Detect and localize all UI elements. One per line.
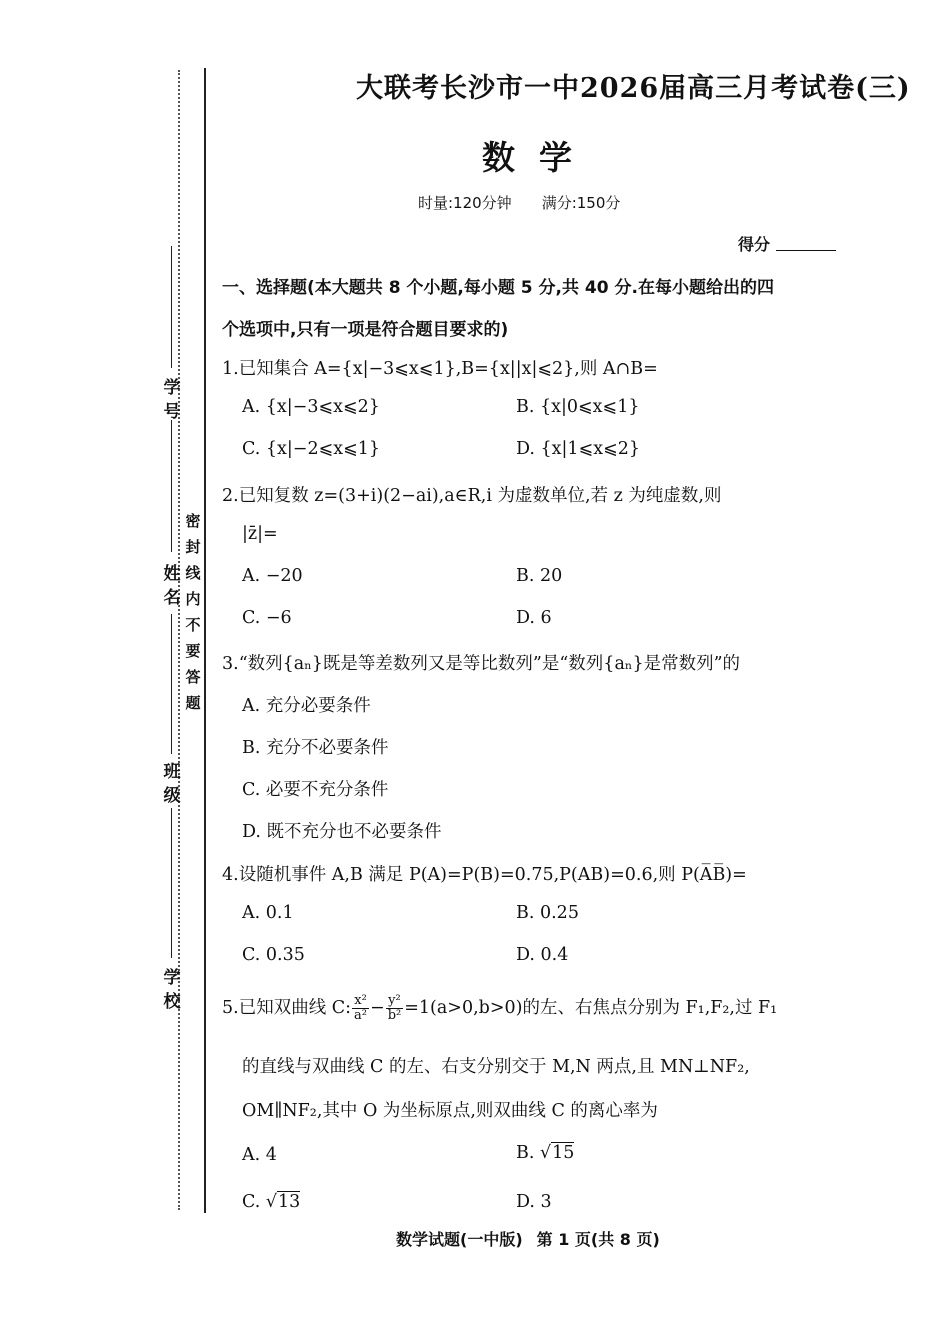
q1-option-b: B. {x|0⩽x⩽1}: [516, 397, 640, 417]
student-id-label: 学 号: [163, 378, 181, 422]
q4-option-a: A. 0.1: [242, 903, 294, 923]
q3-option-b: B. 充分不必要条件: [242, 738, 389, 758]
name-fill-line: [171, 420, 172, 552]
fraction-x2-a2: $\frac{\text{x²}}{\text{a²}}$: [354, 993, 368, 1023]
class-label: 班 级: [163, 762, 181, 806]
full-score: 满分:150分: [541, 194, 621, 212]
q2-option-d: D. 6: [516, 608, 552, 628]
q2-option-b: B. 20: [516, 566, 563, 586]
class-fill-line: [171, 614, 172, 754]
name-label: 姓 名: [163, 564, 181, 608]
question-3-stem: 3.“数列{aₙ}既是等差数列又是等比数列”是“数列{aₙ}是常数列”的: [222, 654, 741, 674]
score-fill-line: [776, 250, 836, 251]
student-id-fill-line: [171, 246, 172, 368]
binding-solid-line: [204, 68, 206, 1213]
section-heading-line1: 一、选择题(本大题共 8 个小题,每小题 5 分,共 40 分.在每小题给出的四: [222, 278, 774, 298]
section-heading-line2: 个选项中,只有一项是符合题目要求的): [222, 320, 509, 340]
q5-option-d: D. 3: [516, 1192, 552, 1212]
paper-name: 数学试题(一中版): [396, 1230, 523, 1249]
time-limit: 时量:120分钟: [418, 194, 512, 212]
q1-option-d: D. {x|1⩽x⩽2}: [516, 439, 641, 459]
q4-option-d: D. 0.4: [516, 945, 569, 965]
fraction-y2-b2: $\frac{\text{y²}}{\text{b²}}$: [387, 993, 402, 1023]
exam-info: [418, 192, 620, 213]
exam-title: 大联考长沙市一中2026届高三月考试卷(三): [356, 73, 911, 104]
q5-option-b: B. √15: [516, 1143, 575, 1163]
q4-option-b: B. 0.25: [516, 903, 579, 923]
q2-option-a: A. −20: [242, 566, 303, 586]
subject-title: 数学: [482, 138, 596, 177]
q3-option-c: C. 必要不充分条件: [242, 780, 389, 800]
q3-option-d: D. 既不充分也不必要条件: [242, 822, 442, 842]
q1-option-a: A. {x|−3⩽x⩽2}: [242, 397, 380, 417]
page-footer: [396, 1227, 660, 1250]
question-5-stem-cont1: 的直线与双曲线 C 的左、右支分别交于 M,N 两点,且 MN⊥NF₂,: [242, 1057, 750, 1077]
question-5-stem-cont2: OM∥NF₂,其中 O 为坐标原点,则双曲线 C 的离心率为: [242, 1101, 658, 1121]
question-1-stem: 1.已知集合 A={x|−3⩽x⩽1},B={x||x|⩽2},则 A∩B=: [222, 359, 658, 379]
q2-option-c: C. −6: [242, 608, 292, 628]
q3-option-a: A. 充分必要条件: [242, 696, 371, 716]
score-label: 得分: [738, 235, 771, 254]
seal-notice: 密封线内不要答题: [185, 512, 201, 712]
q5-option-c: C. √13: [242, 1192, 301, 1212]
question-4-stem: 4.设随机事件 A,B 满足 P(A)=P(B)=0.75,P(AB)=0.6,则 P(A̅B̅)=: [222, 865, 747, 885]
q4-option-c: C. 0.35: [242, 945, 305, 965]
sqrt-radicand-15: 15: [552, 1143, 575, 1163]
school-fill-line: [171, 808, 172, 958]
school-label: 学 校: [163, 968, 181, 1012]
q5-option-a: A. 4: [242, 1145, 277, 1165]
q1-option-c: C. {x|−2⩽x⩽1}: [242, 439, 381, 459]
question-2-stem: 2.已知复数 z=(3+i)(2−ai),a∈R,i 为虚数单位,若 z 为纯虚数,则: [222, 486, 722, 506]
question-5-stem: 5.已知双曲线 C: $\frac{\text{x²}}{\text{a²}}$ − $\frac{\text{y²}}{\text{b²}}$ =1(a>0,b>0)的左、右焦点分别为 F₁,F₂,过 F₁: [222, 993, 778, 1023]
binding-dotted-line: [178, 70, 180, 1210]
sqrt-radicand-13: 13: [278, 1192, 301, 1212]
question-2-stem-cont: |z̄|=: [242, 524, 278, 544]
page-info: 第 1 页(共 8 页): [536, 1230, 660, 1249]
